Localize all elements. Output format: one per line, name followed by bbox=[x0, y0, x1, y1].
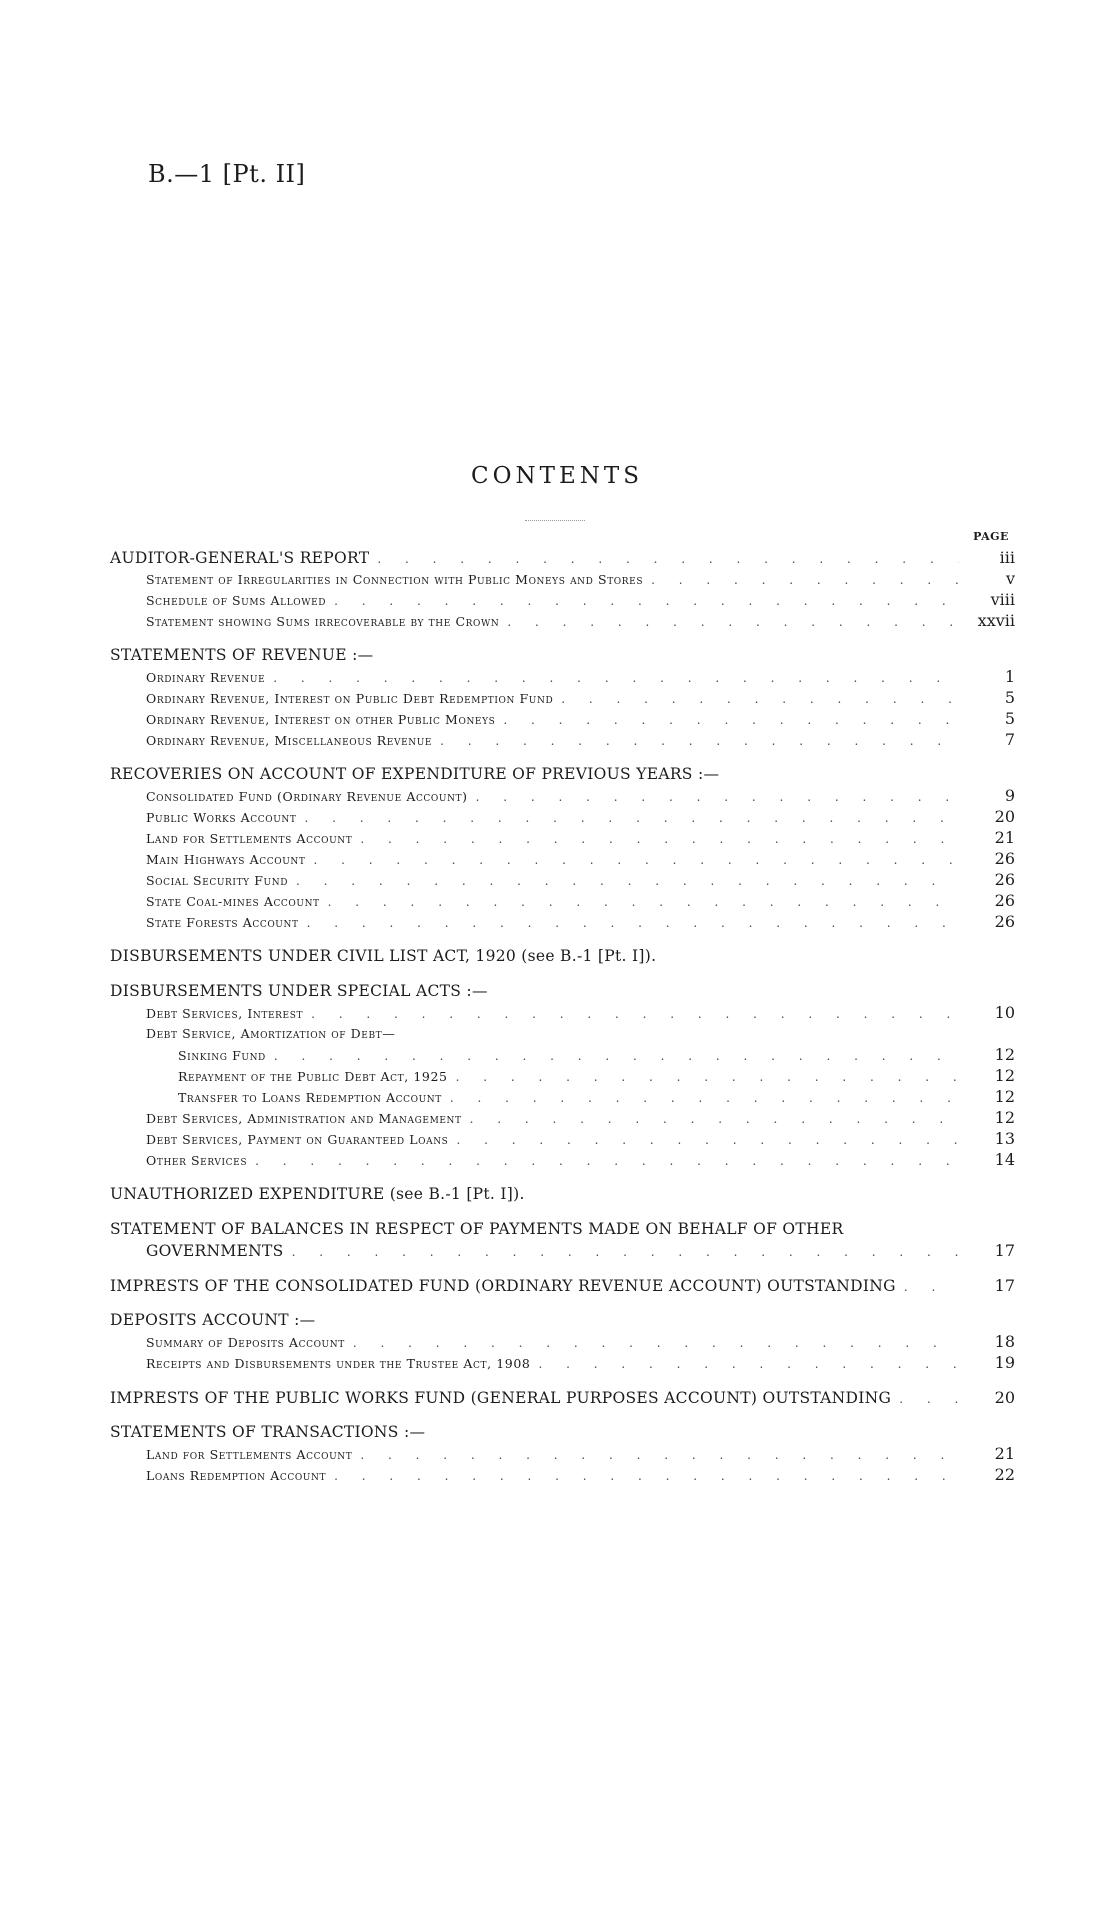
section-heading-label: RECOVERIES ON ACCOUNT OF EXPENDITURE OF PREVIOUS YEARS :— bbox=[110, 765, 720, 783]
dot-leader bbox=[476, 787, 959, 808]
dot-leader bbox=[450, 1088, 959, 1109]
page-number: 26 bbox=[994, 849, 1015, 868]
toc-entry bbox=[110, 687, 1015, 708]
page-number: 22 bbox=[994, 1465, 1015, 1484]
toc-entry bbox=[110, 1149, 1015, 1170]
dot-leader bbox=[353, 1333, 959, 1354]
toc-entry bbox=[110, 708, 1015, 729]
entry-label: Summary of Deposits Account bbox=[146, 1335, 345, 1350]
entry-label: Main Highways Account bbox=[146, 852, 306, 867]
dot-leader bbox=[313, 850, 959, 871]
entry-label: Land for Settlements Account bbox=[146, 1447, 353, 1462]
toc-entry bbox=[110, 1023, 1015, 1044]
toc-section-heading bbox=[110, 645, 1015, 666]
toc-entry bbox=[110, 1331, 1015, 1352]
contents-title: CONTENTS bbox=[471, 463, 643, 489]
section-heading-label: STATEMENTS OF TRANSACTIONS :— bbox=[110, 1423, 426, 1441]
dot-leader bbox=[538, 1354, 959, 1375]
entry-label: Ordinary Revenue, Miscellaneous Revenue bbox=[146, 733, 433, 748]
entry-label: Consolidated Fund (Ordinary Revenue Account) bbox=[146, 789, 468, 804]
dot-leader bbox=[899, 1389, 959, 1410]
toc-section bbox=[110, 1387, 1015, 1408]
dot-leader bbox=[904, 1277, 959, 1298]
toc-section-heading bbox=[110, 946, 1015, 967]
dot-leader bbox=[334, 1466, 959, 1487]
section-heading-label: DISBURSEMENTS UNDER SPECIAL ACTS :— bbox=[110, 982, 488, 1000]
toc-entry bbox=[110, 1128, 1015, 1149]
entry-label: Other Services bbox=[146, 1153, 248, 1168]
page-number: 12 bbox=[994, 1045, 1015, 1064]
page-number: 12 bbox=[994, 1087, 1015, 1106]
toc-section-heading bbox=[110, 1275, 1015, 1296]
entry-label: Social Security Fund bbox=[146, 873, 289, 888]
toc-entry bbox=[110, 785, 1015, 806]
toc-entry bbox=[110, 911, 1015, 932]
toc-entry bbox=[110, 890, 1015, 911]
entry-label: Debt Services, Administration and Management bbox=[146, 1111, 462, 1126]
toc-entry bbox=[110, 729, 1015, 750]
toc-entry bbox=[110, 610, 1015, 631]
page-number: 21 bbox=[994, 1444, 1015, 1463]
dot-leader bbox=[334, 591, 959, 612]
toc-entry bbox=[110, 1352, 1015, 1373]
toc-entry bbox=[110, 1464, 1015, 1485]
toc-entry bbox=[110, 848, 1015, 869]
toc-entry bbox=[110, 806, 1015, 827]
toc-section-heading bbox=[110, 1310, 1015, 1331]
entry-label: Loans Redemption Account bbox=[146, 1468, 327, 1483]
dot-leader bbox=[305, 808, 959, 829]
dot-leader bbox=[377, 549, 959, 570]
entry-label: Ordinary Revenue bbox=[146, 670, 266, 685]
page-number: 19 bbox=[994, 1353, 1015, 1372]
page-number: 26 bbox=[994, 891, 1015, 910]
page-number: iii bbox=[999, 548, 1015, 567]
section-heading-label: UNAUTHORIZED EXPENDITURE (see B.-1 [Pt. I]). bbox=[110, 1185, 525, 1203]
toc-section bbox=[110, 1184, 1015, 1205]
entry-label: Ordinary Revenue, Interest on Public Debt Redemption Fund bbox=[146, 691, 554, 706]
toc-section-heading bbox=[110, 1219, 1015, 1240]
section-heading-label: AUDITOR-GENERAL'S REPORT bbox=[110, 549, 370, 567]
page-number: 10 bbox=[994, 1003, 1015, 1022]
toc-section-heading bbox=[110, 547, 1015, 568]
section-heading-label: STATEMENT OF BALANCES IN RESPECT OF PAYMENTS MADE ON BEHALF OF OTHER bbox=[110, 1220, 844, 1238]
entry-label: Public Works Account bbox=[146, 810, 297, 825]
page-number: 26 bbox=[994, 870, 1015, 889]
toc-entry bbox=[110, 869, 1015, 890]
dot-leader bbox=[561, 689, 959, 710]
toc-section bbox=[110, 946, 1015, 967]
toc-section bbox=[110, 764, 1015, 932]
page-number: 1 bbox=[1004, 667, 1015, 686]
page-number: 5 bbox=[1004, 688, 1015, 707]
entry-label: State Coal-mines Account bbox=[146, 894, 320, 909]
page-number: viii bbox=[990, 590, 1015, 609]
page-number: 14 bbox=[994, 1150, 1015, 1169]
toc-section bbox=[110, 1275, 1015, 1296]
title-rule bbox=[525, 520, 585, 521]
toc-entry bbox=[110, 1443, 1015, 1464]
entry-label: Land for Settlements Account bbox=[146, 831, 353, 846]
page-number: 26 bbox=[994, 912, 1015, 931]
dot-leader bbox=[651, 570, 959, 591]
page-number: 13 bbox=[994, 1129, 1015, 1148]
section-heading-label: STATEMENTS OF REVENUE :— bbox=[110, 646, 374, 664]
toc-entry bbox=[110, 589, 1015, 610]
entry-label: Statement showing Sums irrecoverable by the Crown bbox=[146, 614, 500, 629]
dot-leader bbox=[507, 612, 959, 633]
entry-label: Transfer to Loans Redemption Account bbox=[178, 1090, 442, 1105]
dot-leader bbox=[456, 1067, 959, 1088]
toc-entry bbox=[110, 1065, 1015, 1086]
dot-leader bbox=[456, 1130, 959, 1151]
toc-entry bbox=[110, 1044, 1015, 1065]
entry-label: Schedule of Sums Allowed bbox=[146, 593, 327, 608]
page-number: 18 bbox=[994, 1332, 1015, 1351]
dot-leader bbox=[255, 1151, 959, 1172]
entry-label: Receipts and Disbursements under the Trustee Act, 1908 bbox=[146, 1356, 531, 1371]
toc-entry bbox=[110, 666, 1015, 687]
page-number: 5 bbox=[1004, 709, 1015, 728]
dot-leader bbox=[440, 731, 959, 752]
page-number: 7 bbox=[1004, 730, 1015, 749]
dot-leader bbox=[360, 1445, 959, 1466]
toc-entry bbox=[110, 1086, 1015, 1107]
dot-leader bbox=[470, 1109, 959, 1130]
section-heading-label: DEPOSITS ACCOUNT :— bbox=[110, 1311, 316, 1329]
dot-leader bbox=[328, 892, 959, 913]
toc-section-heading-continued bbox=[110, 1240, 1015, 1261]
section-heading-label: IMPRESTS OF THE PUBLIC WORKS FUND (GENERAL PURPOSES ACCOUNT) OUTSTANDING bbox=[110, 1389, 892, 1407]
toc-section bbox=[110, 645, 1015, 750]
entry-label: Statement of Irregularities in Connection with Public Moneys and Stores bbox=[146, 572, 644, 587]
section-heading-label: IMPRESTS OF THE CONSOLIDATED FUND (ORDINARY REVENUE ACCOUNT) OUTSTANDING bbox=[110, 1277, 896, 1295]
toc-section-heading bbox=[110, 1387, 1015, 1408]
toc-section bbox=[110, 1422, 1015, 1485]
toc-entry bbox=[110, 827, 1015, 848]
toc-section-heading bbox=[110, 1184, 1015, 1205]
dot-leader bbox=[274, 1046, 959, 1067]
toc-section-heading bbox=[110, 1422, 1015, 1443]
table-of-contents bbox=[110, 547, 1015, 1499]
entry-label: Debt Services, Interest bbox=[146, 1006, 304, 1021]
page-number: 9 bbox=[1004, 786, 1015, 805]
entry-label: State Forests Account bbox=[146, 915, 299, 930]
toc-entry bbox=[110, 1002, 1015, 1023]
toc-section bbox=[110, 547, 1015, 631]
toc-section-heading bbox=[110, 981, 1015, 1002]
toc-section bbox=[110, 981, 1015, 1170]
dot-leader bbox=[273, 668, 959, 689]
toc-section-heading bbox=[110, 764, 1015, 785]
toc-entry bbox=[110, 1107, 1015, 1128]
section-heading-label: GOVERNMENTS bbox=[146, 1242, 284, 1260]
toc-section bbox=[110, 1219, 1015, 1261]
page-number: 12 bbox=[994, 1108, 1015, 1127]
toc-entry bbox=[110, 568, 1015, 589]
entry-label: Sinking Fund bbox=[178, 1048, 266, 1063]
dot-leader bbox=[360, 829, 959, 850]
dot-leader bbox=[296, 871, 959, 892]
document-code-header: B.—1 [Pt. II] bbox=[148, 160, 306, 188]
entry-label: Debt Services, Payment on Guaranteed Loans bbox=[146, 1132, 449, 1147]
page-number: 20 bbox=[994, 807, 1015, 826]
page-number: v bbox=[1005, 569, 1015, 588]
page-number: 12 bbox=[994, 1066, 1015, 1085]
section-heading-label: DISBURSEMENTS UNDER CIVIL LIST ACT, 1920 (see B.-1 [Pt. I]). bbox=[110, 947, 657, 965]
page-number: 20 bbox=[994, 1388, 1015, 1407]
dot-leader bbox=[292, 1242, 959, 1263]
toc-section bbox=[110, 1310, 1015, 1373]
dot-leader bbox=[307, 913, 959, 934]
page-number: 17 bbox=[994, 1276, 1015, 1295]
page-number: 17 bbox=[994, 1241, 1015, 1260]
page-number: 21 bbox=[994, 828, 1015, 847]
entry-label: Ordinary Revenue, Interest on other Public Moneys bbox=[146, 712, 496, 727]
page-number: xxvii bbox=[977, 611, 1015, 630]
entry-label: Repayment of the Public Debt Act, 1925 bbox=[178, 1069, 448, 1084]
page-column-heading: PAGE bbox=[973, 530, 1009, 543]
entry-label: Debt Service, Amortization of Debt— bbox=[146, 1026, 396, 1041]
dot-leader bbox=[311, 1004, 959, 1025]
dot-leader bbox=[503, 710, 959, 731]
